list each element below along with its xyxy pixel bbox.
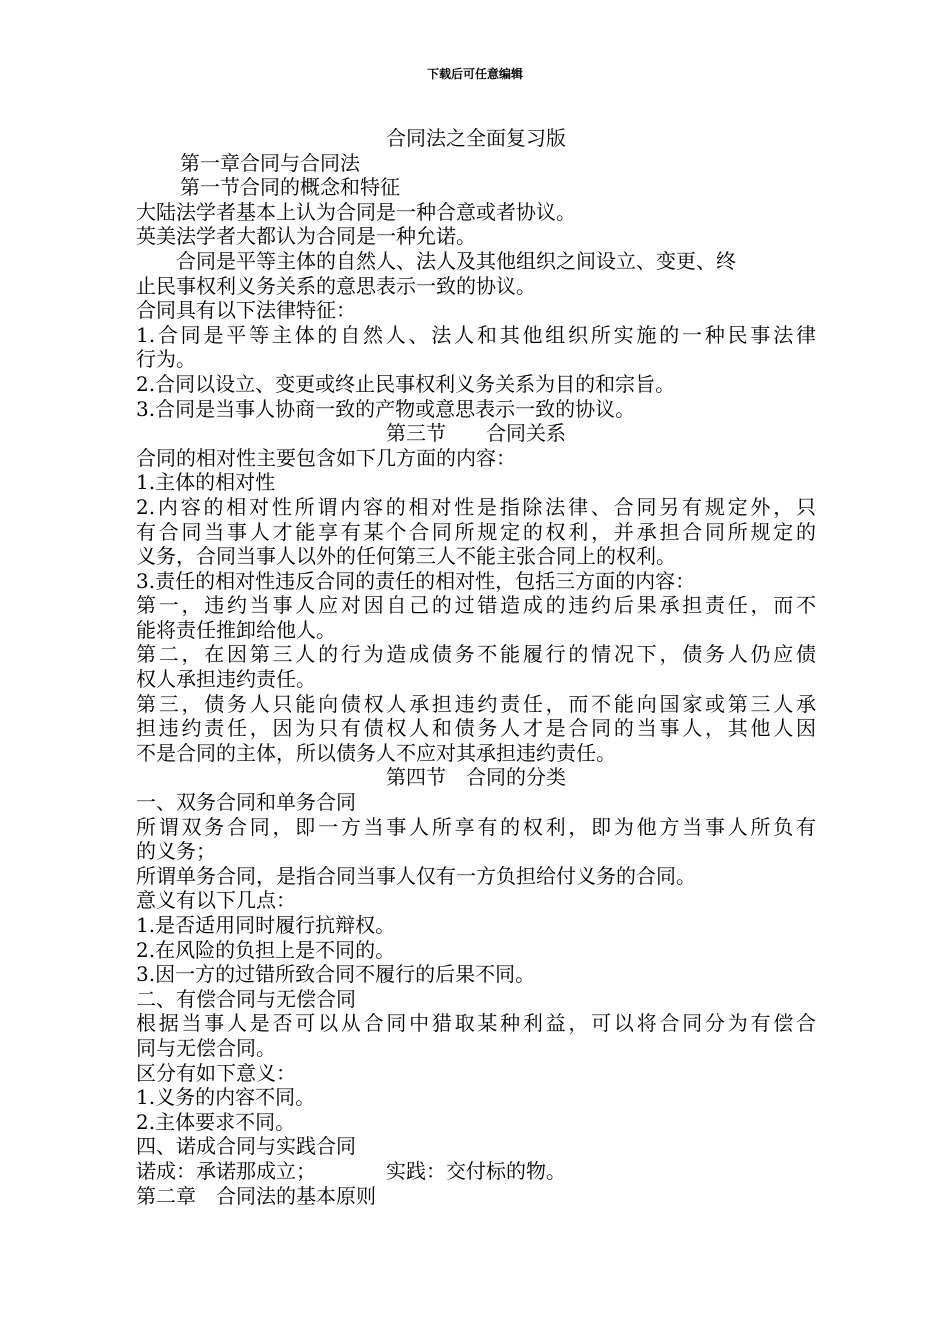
section-heading: 第三节 合同关系 bbox=[386, 421, 566, 446]
paragraph-line: 的义务； bbox=[136, 839, 216, 864]
document-body bbox=[136, 126, 816, 1208]
paragraph-line: 诺成：承诺那成立； 实践：交付标的物。 bbox=[136, 1158, 566, 1183]
paragraph-line: 止民事权利义务关系的意思表示一致的协议。 bbox=[136, 273, 536, 298]
section-heading: 第一节合同的概念和特征 bbox=[180, 175, 400, 200]
paragraph-line: 1.是否适用同时履行抗辩权。 bbox=[136, 913, 396, 937]
paragraph-line: 四、诺成合同与实践合同 bbox=[136, 1134, 356, 1159]
paragraph-line: 意义有以下几点： bbox=[136, 888, 296, 913]
paragraph-line: 所谓双务合同，即一方当事人所享有的权利，即为他方当事人所负有 bbox=[136, 814, 816, 839]
paragraph-line: 2.在风险的负担上是不同的。 bbox=[136, 937, 396, 962]
paragraph-line: 合同是平等主体的自然人、法人及其他组织之间设立、变更、终 bbox=[176, 248, 736, 273]
paragraph-line: 担违约责任，因为只有债权人和债务人才是合同的当事人，其他人因 bbox=[136, 716, 816, 741]
paragraph-line: 权人承担违约责任。 bbox=[136, 667, 316, 692]
chapter-heading: 第二章 合同法的基本原则 bbox=[136, 1183, 376, 1208]
chapter-heading: 第一章合同与合同法 bbox=[180, 150, 360, 175]
paragraph-line: 2.主体要求不同。 bbox=[136, 1109, 296, 1134]
paragraph-line: 区分有如下意义： bbox=[136, 1060, 296, 1085]
paragraph-line: 一、双务合同和单务合同 bbox=[136, 790, 356, 815]
paragraph-line: 义务，合同当事人以外的任何第三人不能主张合同上的权利。 bbox=[136, 544, 676, 569]
paragraph-line: 1.义务的内容不同。 bbox=[136, 1085, 316, 1110]
paragraph-line: 根据当事人是否可以从合同中猎取某种利益，可以将合同分为有偿合 bbox=[136, 1011, 816, 1036]
paragraph-line: 合同的相对性主要包含如下几方面的内容： bbox=[136, 445, 516, 470]
document-title: 合同法之全面复习版 bbox=[386, 126, 566, 150]
paragraph-line: 不是合同的主体，所以债务人不应对其承担违约责任。 bbox=[136, 740, 616, 765]
paragraph-line: 3.因一方的过错所致合同不履行的后果不同。 bbox=[136, 962, 536, 987]
paragraph-line: 2.内容的相对性所谓内容的相对性是指除法律、合同另有规定外，只 bbox=[136, 494, 816, 519]
paragraph-line: 英美法学者大都认为合同是一种允诺。 bbox=[136, 224, 476, 249]
paragraph-line: 有合同当事人才能享有某个合同所规定的权利，并承担合同所规定的 bbox=[136, 519, 816, 544]
section-heading: 第四节 合同的分类 bbox=[386, 765, 566, 790]
paragraph-line: 第三，债务人只能向债权人承担违约责任，而不能向国家或第三人承 bbox=[136, 691, 816, 716]
paragraph-line: 二、有偿合同与无偿合同 bbox=[136, 986, 356, 1011]
paragraph-line: 第二，在因第三人的行为造成债务不能履行的情况下，债务人仍应债 bbox=[136, 642, 816, 667]
paragraph-line: 3.合同是当事人协商一致的产物或意思表示一致的协议。 bbox=[136, 396, 636, 421]
paragraph-line: 所谓单务合同，是指合同当事人仅有一方负担给付义务的合同。 bbox=[136, 863, 696, 888]
paragraph-line: 2.合同以设立、变更或终止民事权利义务关系为目的和宗旨。 bbox=[136, 371, 676, 396]
paragraph-line: 大陆法学者基本上认为合同是一种合意或者协议。 bbox=[136, 199, 576, 224]
paragraph-line: 能将责任推卸给他人。 bbox=[136, 617, 336, 642]
paragraph-line: 第一，违约当事人应对因自己的过错造成的违约后果承担责任，而不 bbox=[136, 593, 816, 618]
paragraph-line: 合同具有以下法律特征： bbox=[136, 298, 356, 323]
paragraph-line: 3.责任的相对性违反合同的责任的相对性，包括三方面的内容： bbox=[136, 568, 696, 593]
paragraph-line: 行为。 bbox=[136, 347, 196, 372]
paragraph-line: 同与无偿合同。 bbox=[136, 1035, 276, 1060]
paragraph-line: 1.合同是平等主体的自然人、法人和其他组织所实施的一种民事法律 bbox=[136, 322, 816, 347]
paragraph-line: 1.主体的相对性 bbox=[136, 470, 276, 495]
page-header: 下载后可任意编辑 bbox=[426, 67, 523, 81]
